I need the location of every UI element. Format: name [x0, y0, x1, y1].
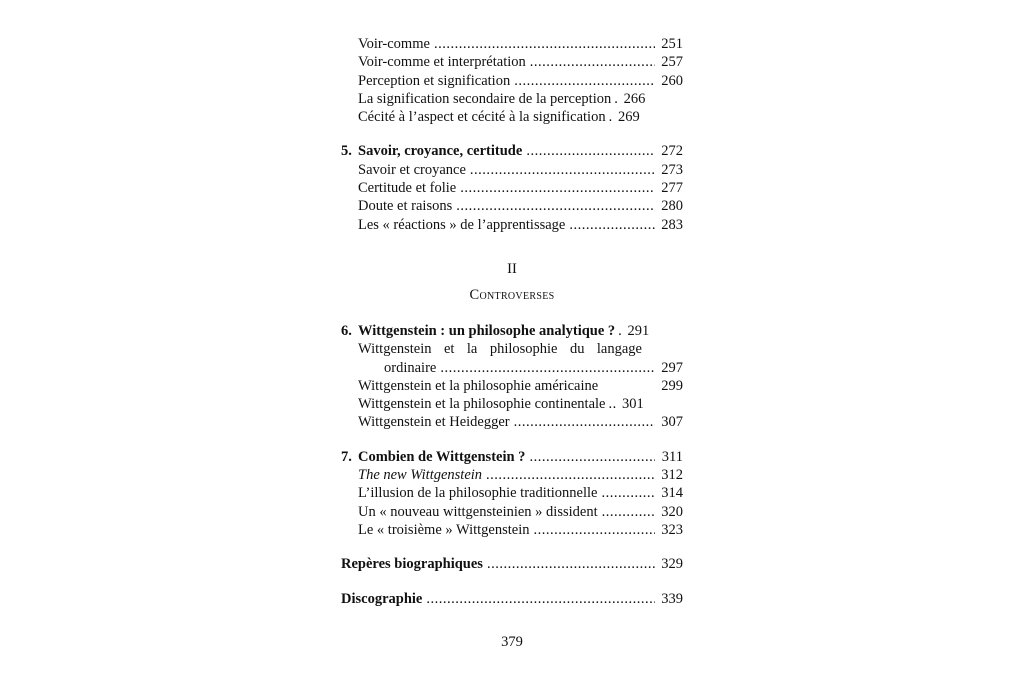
- chapter-number: 5.: [341, 143, 352, 160]
- toc-entry-title: The new Wittgenstein: [358, 467, 483, 484]
- toc-entry: [341, 503, 683, 521]
- toc-entry-page: 257: [661, 54, 683, 71]
- toc-entry-title: Savoir et croyance: [358, 161, 466, 178]
- chapter-title: Wittgenstein : un philosophe analytique ?: [358, 322, 616, 339]
- toc-entry: [341, 484, 683, 502]
- toc-entry: [341, 413, 683, 431]
- leader-dots: [426, 590, 655, 608]
- toc-entry-page: 312: [661, 467, 683, 484]
- toc-appendix-entry: [341, 555, 683, 573]
- appendix-page: 329: [661, 556, 683, 573]
- chapter-page: 311: [661, 448, 683, 465]
- leader-dots: [618, 322, 622, 340]
- toc-entry-wrapped-line: [341, 340, 642, 358]
- appendix-title: Discographie: [341, 590, 423, 607]
- toc-chapter-entry: [341, 142, 683, 160]
- toc-entry-page: 320: [661, 503, 683, 520]
- toc-entry-title: L’illusion de la philosophie traditionnelle: [358, 485, 598, 502]
- toc-entry-page: 277: [661, 180, 683, 197]
- word: Wittgenstein: [358, 341, 432, 358]
- leader-dots: [601, 484, 655, 502]
- toc-entry-title: Voir-comme et interprétation: [358, 54, 526, 71]
- leader-dots: [470, 161, 655, 179]
- toc-entry-page: 314: [661, 485, 683, 502]
- word: philosophie: [489, 341, 558, 358]
- toc-entry: [341, 35, 683, 53]
- toc-entry-title: Doute et raisons: [358, 198, 453, 215]
- toc-entry-title: Le « troisième » Wittgenstein: [358, 521, 530, 538]
- toc-entry-title: Perception et signification: [358, 72, 511, 89]
- toc-entry-title: Wittgenstein et Heidegger: [358, 414, 510, 431]
- toc-entry-page: 301: [621, 396, 644, 413]
- word: et: [443, 341, 455, 358]
- toc-entry-title: Cécité à l’aspect et cécité à la signification: [358, 109, 606, 126]
- leader-dots: [530, 53, 655, 71]
- toc-entry-title: Les « réactions » de l’apprentissage: [358, 216, 566, 233]
- word: langage: [596, 341, 642, 358]
- leader-dots: [608, 395, 616, 413]
- toc-entry: [341, 466, 683, 484]
- toc-chapter-entry: [341, 448, 683, 466]
- toc-entry-title: La signification secondaire de la perception: [358, 90, 612, 107]
- toc-entry: [341, 108, 683, 126]
- toc-entry: [341, 395, 683, 413]
- leader-dots: [514, 413, 655, 431]
- toc-entry: [341, 377, 683, 395]
- toc-entry-page: 297: [661, 359, 683, 376]
- chapter-page: 272: [661, 143, 683, 160]
- toc-entry: [341, 216, 683, 234]
- appendix-title: Repères biographiques: [341, 556, 483, 573]
- toc-chapter-entry: [341, 322, 683, 340]
- leader-dots: [456, 197, 655, 215]
- toc-entry-title: Wittgenstein et la philosophie américaine: [358, 377, 599, 394]
- toc-entry-page: 323: [661, 521, 683, 538]
- toc-entry-page: 269: [617, 109, 640, 126]
- chapter-title: Savoir, croyance, certitude: [358, 143, 523, 160]
- appendix-page: 339: [661, 590, 683, 607]
- chapter-page: 291: [627, 322, 650, 339]
- toc-entry-page: 273: [661, 161, 683, 178]
- toc-entry: [341, 72, 683, 90]
- toc-entry: [341, 179, 683, 197]
- part-title: Controverses: [469, 286, 555, 303]
- leader-dots: [602, 503, 655, 521]
- leader-dots: [514, 72, 655, 90]
- toc-entry-title: ordinaire: [384, 359, 437, 376]
- chapter-number: 7.: [341, 448, 352, 465]
- toc-entry: [341, 161, 683, 179]
- leader-dots: [440, 359, 655, 377]
- leader-dots: [529, 448, 655, 466]
- part-numeral: II: [507, 260, 517, 277]
- toc-entry-page: 283: [661, 216, 683, 233]
- toc-entry: [341, 90, 683, 108]
- toc-entry-title: Wittgenstein et la philosophie continentale: [358, 396, 606, 413]
- leader-dots: [569, 216, 655, 234]
- toc-entry: [341, 521, 683, 539]
- toc-entry-page: 299: [661, 377, 683, 394]
- leader-dots: [487, 555, 655, 573]
- toc-entry: [341, 53, 683, 71]
- toc-entry-title: Certitude et folie: [358, 180, 457, 197]
- toc-entry: [341, 197, 683, 215]
- toc-entry-page: 307: [661, 414, 683, 431]
- word: la: [466, 341, 478, 358]
- leader-dots: [534, 521, 655, 539]
- table-of-contents: [341, 35, 683, 608]
- toc-entry-page: 251: [661, 36, 683, 52]
- toc-entry-page: 260: [661, 72, 683, 89]
- toc-entry-page: 280: [661, 198, 683, 215]
- leader-dots: [434, 35, 655, 53]
- toc-entry-page: 266: [623, 90, 646, 107]
- leader-dots: [486, 466, 655, 484]
- toc-appendix-entry: [341, 590, 683, 608]
- toc-entry-title: Voir-comme: [358, 36, 430, 52]
- leader-dots: [614, 90, 618, 108]
- leader-dots: [609, 108, 613, 126]
- leader-dots: [526, 142, 655, 160]
- chapter-number: 6.: [341, 322, 352, 339]
- word: du: [569, 341, 585, 358]
- toc-entry: [341, 359, 683, 377]
- leader-dots: [460, 179, 655, 197]
- page-number: 379: [501, 634, 523, 650]
- chapter-title: Combien de Wittgenstein ?: [358, 448, 526, 465]
- toc-entry-title: Un « nouveau wittgensteinien » dissident: [358, 503, 598, 520]
